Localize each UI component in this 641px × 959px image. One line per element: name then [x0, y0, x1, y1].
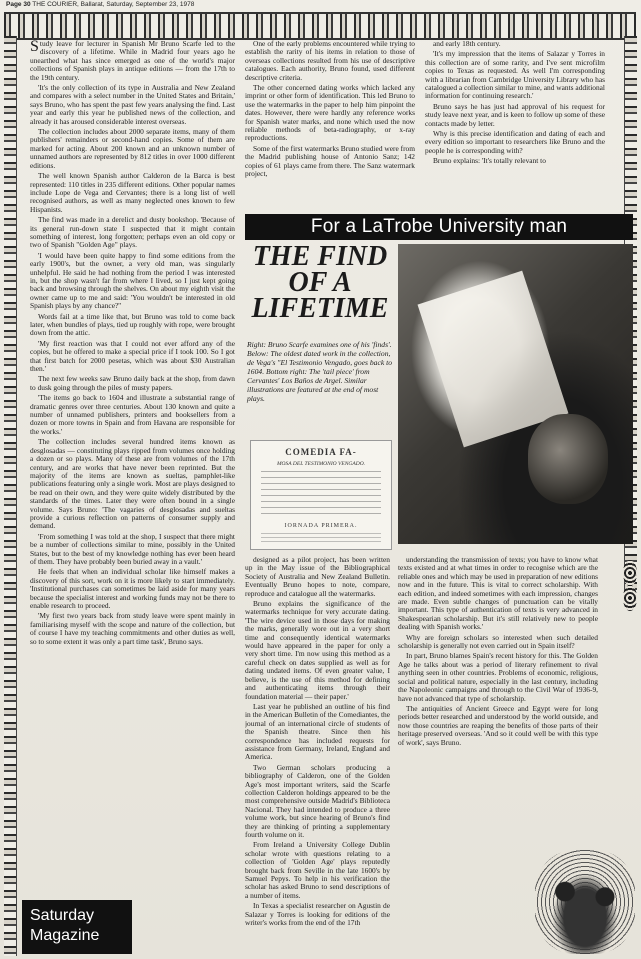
paragraph: 'My first two years back from study leave were spent mainly in familiarising myself with the scope and nature of the collection, but of course I have my teaching commitments and other duties as well, so to some extent it was only a part time task', Bruno says.: [30, 611, 235, 646]
paragraph: The find was made in a derelict and dusty bookshop. 'Because of its general run-down state I suspected that it might contain something of interest, long forgotten; perhaps even an old copy or two of Spanish "Golden Age" plays.: [30, 215, 235, 250]
book-subtitle: MOSA DEL TESTIMONIO VENGADO.: [276, 461, 366, 467]
ornamental-border-left: [4, 36, 17, 956]
page-number: Page 30: [6, 1, 31, 8]
column-2-top: [245, 40, 415, 210]
paragraph: Study leave for lecturer in Spanish Mr Bruno Scarfe led to the discovery of a lifetime. While in Madrid four years ago he unearthed what has since emerged as one of the world's major collections of Spanish plays in antique editions — from the 17th to the 19th century.: [30, 40, 235, 82]
paragraph: Two German scholars producing a bibliography of Calderon, one of the Golden Age's most important writers, said the Scarfe collection Calderon holdings appeared to be the most comprehensive outside Madrid's Biblioteca Nacional. They had intended to produce a three volume work, but since hearing of Bruno's find they are thinking of printing a supplementary fourth volume on it.: [245, 762, 390, 839]
paper-dateline: THE COURIER, Ballarat, Saturday, September 23, 1978: [32, 1, 195, 8]
book-text-lines: [261, 533, 381, 545]
section-tag: Saturday Magazine: [22, 900, 132, 954]
cherub-ornament-icon: [535, 850, 635, 954]
paragraph: The well known Spanish author Calderon de la Barca is best represented: 110 titles in 235 different editions. Other popular names include Lope de Vega and Cervantes; there is a long list of well recognised authors, as well as many neglected ones known to few Hispanists.: [30, 171, 235, 214]
book-title-page-image: [250, 440, 392, 550]
paragraph: Bruno explains: 'It's totally relevant to: [433, 156, 546, 166]
paragraph: The collection includes several hundred items known as desglosadas — constituting plays ripped from volumes once holding a dozen or so plays. Many of these are from volumes of the 17th century, and are works that have never been reprinted. But the majority of the items are known as sueltas, pamphlet-like publications featuring only a single work. Most are plays designed to be read on their own, and they were quite widely distributed by the standards of the times. Later they were often bound in a single volume. Says Bruno: 'The vagaries of desglosadas and sueltas provide a curious reflection on patterns of consumer supply and demand.: [30, 437, 235, 531]
paragraph: and early 18th century.: [433, 40, 501, 48]
column-2-bottom: [245, 556, 390, 956]
column-1: [30, 40, 235, 902]
paragraph: From Ireland a University College Dublin scholar wrote with questions relating to a collection of 'Golden Age' plays reputedly brought back from Seville in the late 1600's by Samuel Pepys. To help in his verification the scholar has asked Bruno to send descriptions of a number of items.: [245, 840, 390, 900]
paragraph: Words fail at a time like that, but Bruno was told to come back later, when bundles of plays, tied up roughly with rope, were brought down from the attic.: [30, 311, 235, 338]
paragraph: Why are foreign scholars so interested when such detailed scholarship is generally not even carried out in Spain itself?: [398, 632, 598, 651]
paragraph: 'The items go back to 1604 and illustrate a substantial range of dramatic genres over three centuries. About 130 known and quite a number of unnamed publishers, printers and booksellers from a dozen or more towns in Spain and from Havana are responsible for the works.': [30, 393, 235, 436]
book-section: IORNADA PRIMERA.: [284, 523, 358, 529]
paragraph: 'From something I was told at the shop, I suspect that there might be a number of collections similar to mine, possibly in the United States, but to the best of my knowledge nothing has ever been heard of them. They have probably been buried away in a vault.': [30, 531, 235, 566]
ornamental-border-top: [4, 12, 636, 40]
paragraph: 'It's the only collection of its type in Australia and New Zealand and compares with a select number in the United States and Britain,' says Bruno, who has spent the past few years analysing the find. Last year and early this year he published news of the collection, and already it has aroused considerable interest overseas.: [30, 83, 235, 126]
paragraph: The next few weeks saw Bruno daily back at the shop, from dawn to dusk going through the piles of musty papers.: [30, 374, 235, 392]
paragraph: 'It's my impression that the items of Salazar y Torres in this collection are of some rarity, and I've sent microfilm copies to Texas as requested. As well I'm corresponding with a librarian from Cambridge University Library who has catalogued a collection similar to mine, and wants additional information for continuing research.': [425, 49, 605, 101]
paragraph: The other concerned dating works which lacked any imprint or other form of identification. This led Bruno to use the watermarks in the paper to help him pinpoint the dates. However, there were hardly any reference works for Spanish water marks, and none which used the now reliable methods of beta-radiography, or x-ray reproductions.: [245, 83, 415, 143]
border-flourish-icon: [623, 560, 637, 586]
paragraph: Last year he published an outline of his find in the American Bulletin of the Comediantes, the journal of an international circle of students of the Spanish theatre. Since then his correspondence has included requests for assistance from Germany, Ireland, England and America.: [245, 701, 390, 762]
column-3-top: [425, 40, 605, 210]
column-3-bottom: [398, 556, 598, 846]
page-header: [6, 0, 636, 10]
paragraph: The antiquities of Ancient Greece and Egypt were for long periods better researched and understood by the world outside, and now those countries are reaping the benefits of those parts of their heritage preserved overseas. 'And so it could well be with this type of work', says Bruno.: [398, 703, 598, 747]
paragraph: In part, Bruno blames Spain's recent history for this. The Golden Age he talks about was a period of literary refinement to rival anything seen in other countries. Problems of economic, religious, social and political nature, especially in the last century, including the Napoleonic campaigns and through to the Civil War of 1936-9, have not advanced that type of scholarship.: [398, 651, 598, 703]
story-banner: For a LaTrobe University man: [245, 214, 633, 240]
headline: THE FIND OF A LIFETIME: [251, 241, 389, 324]
photo-figure-shape: [528, 414, 608, 504]
paragraph: One of the early problems encountered while trying to establish the rarity of his items in relation to those of overseas collections resulted from his use of descriptive catalogues. Each authority, Bruno found, used different descriptive criteria.: [245, 40, 415, 82]
book-title: COMEDIA FA-: [285, 447, 357, 457]
paragraph: In Texas a specialist researcher on Agustin de Salazar y Torres is looking for editions of the writer's works from the end of the 17th: [245, 901, 390, 928]
paragraph: designed as a pilot project, has been written up in the May issue of the Bibliographical Society of Australia and New Zealand Bulletin. Eventually Bruno hopes to note, compare, reproduce and catalogue all the watermarks.: [245, 556, 390, 598]
book-cast-list: [261, 471, 381, 519]
paragraph: 'I would have been quite happy to find some editions from the early 1900's, but the owner, a very old man, was singularly unhelpful. He said he had nothing from the period I was interested in, but the shop wasn't far from where I lived, so I just kept going back and browsing through the shelves. On about my eighth visit the owner came up to me and said: 'You wouldn't be interested in old Spanish plays by any chance?'': [30, 250, 235, 311]
photo-caption: Right: Bruno Scarfe examines one of his 'finds'. Below: The oldest dated work in the collection, de Vega's "El Testimonio Vengado, goes back to 1604. Bottom right: The 'tail piece' from Cervantes' Los Baños de Argel. Similar illustrations are featured at the end of most plays.: [247, 340, 392, 403]
paragraph: The collection includes about 2000 separate items, many of them publishers' remainders or second-hand copies. Some of them are marked for acting. About 200 known and an unknown number of unnamed authors are represented by 812 titles in over 1000 different editions.: [30, 127, 235, 170]
paragraph: 'My first reaction was that I could not ever afford any of the copies, but he offered to make a special price if I took 100. So I got that first batch for 2000 pesetas, which was about $30 Australian then.': [30, 338, 235, 374]
paragraph: Why is this precise identification and dating of each and every edition so important to researchers like Bruno and the people he is corresponding with?: [425, 129, 605, 155]
paragraph: Bruno says he has just had approval of his request for study leave next year, and is keen to follow up some of these contacts made by letter.: [425, 101, 605, 128]
border-flourish-icon: [623, 585, 637, 611]
photo-bruno-scarfe: [398, 244, 633, 544]
paragraph: Some of the first watermarks Bruno studied were from the Madrid publishing house of Antonio Sanz; 142 copies of 61 plays came from there. The Sanz watermark project,: [245, 143, 415, 179]
paragraph: understanding the transmission of texts; you have to know what texts existed and at what times in order to recognise which are the reliable ones and which may be used in preparation of new editions now and in the future. This is vital to correct scholarship. With each edition, and indeed sometimes with each impression, changes are made. Even subtle changes of punctuation can be vitally important. This type of authentication of texts is very advanced in Shakespearian scholarship. But it's still relatively new to people dealing with Spanish works.': [398, 556, 598, 632]
paragraph: Bruno explains the significance of the watermarks technique for very accurate dating. 'The wire device used in those days for making the marks, generally wore out in a very short time and consequently identical watermarks would have appeared in the paper for only a very short time. I'm now using this method as a careful check on dates supplied as well as for dating undated items. Of even greater value, I believe, is the use of this method for defining and authenticating items through their foundation material — their paper.': [245, 599, 390, 701]
paragraph: He feels that when an individual scholar like himself makes a discovery of this sort, work on it is more likely to start immediately. 'Institutional purchases can sometimes be laid aside for many years because the specialist interest and working funds may not be there to enable research to proceed.: [30, 567, 235, 610]
